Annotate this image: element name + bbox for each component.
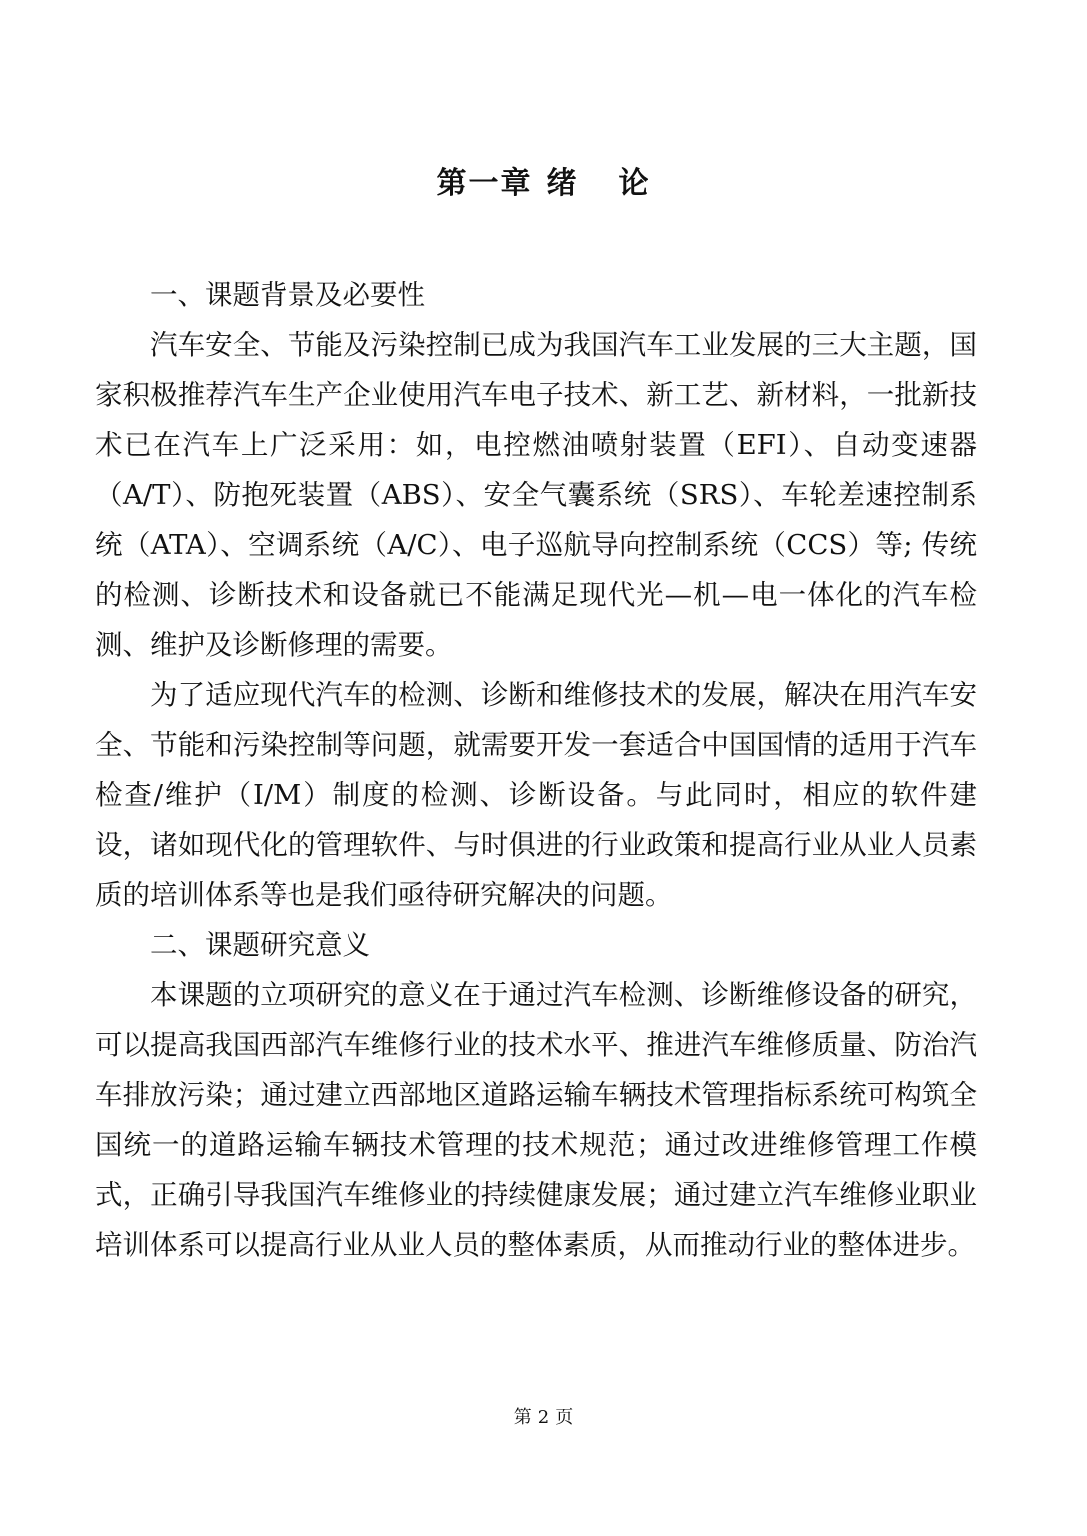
body-text xyxy=(95,270,977,1270)
chapter-title-part3: 论 xyxy=(618,166,651,201)
footer-prefix: 第 xyxy=(513,1407,532,1428)
page-footer xyxy=(0,1404,1087,1432)
section-heading: 二、课题研究意义 xyxy=(150,929,370,961)
paragraph: 本课题的立项研究的意义在于通过汽车检测、诊断维修设备的研究，可以提高我国西部汽车维修行业的技术水平、推进汽车维修质量、防治汽车排放污染；通过建立西部地区道路运输车辆技术管理指标系统可构筑全国统一的道路运输车辆技术管理的技术规范；通过改进维修管理工作模式，正确引导我国汽车维修业的持续健康发展；通过建立汽车维修业职业培训体系可以提高行业从业人员的整体素质，从而推动行业的整体进步。 xyxy=(95,979,977,1261)
footer-suffix: 页 xyxy=(555,1407,574,1428)
paragraph: 汽车安全、节能及污染控制已成为我国汽车工业发展的三大主题，国家积极推荐汽车生产企业使用汽车电子技术、新工艺、新材料，一批新技术已在汽车上广泛采用：如，电控燃油喷射装置（EFI）、自动变速器（A/T）、防抱死装置（ABS）、安全气囊系统（SRS）、车轮差速控制系统（ATA）、空调系统（A/C）、电子巡航导向控制系统（CCS）等; 传统的检测、诊断技术和设备就已不能满足现代光—机—电一体化的汽车检测、维护及诊断修理的需要。 xyxy=(95,329,978,661)
chapter-title-part2: 绪 xyxy=(546,166,579,201)
page-number: 2 xyxy=(537,1407,550,1428)
paragraph: 为了适应现代汽车的检测、诊断和维修技术的发展，解决在用汽车安全、节能和污染控制等问题，就需要开发一套适合中国国情的适用于汽车检查/维护（I/M）制度的检测、诊断设备。与此同时，相应的软件建设，诸如现代化的管理软件、与时俱进的行业政策和提高行业从业人员素质的培训体系等也是我们亟待研究解决的问题。 xyxy=(95,679,977,911)
section-heading: 一、课题背景及必要性 xyxy=(150,279,425,311)
chapter-title-part1: 第一章 xyxy=(436,166,533,201)
chapter-title xyxy=(0,160,1087,208)
